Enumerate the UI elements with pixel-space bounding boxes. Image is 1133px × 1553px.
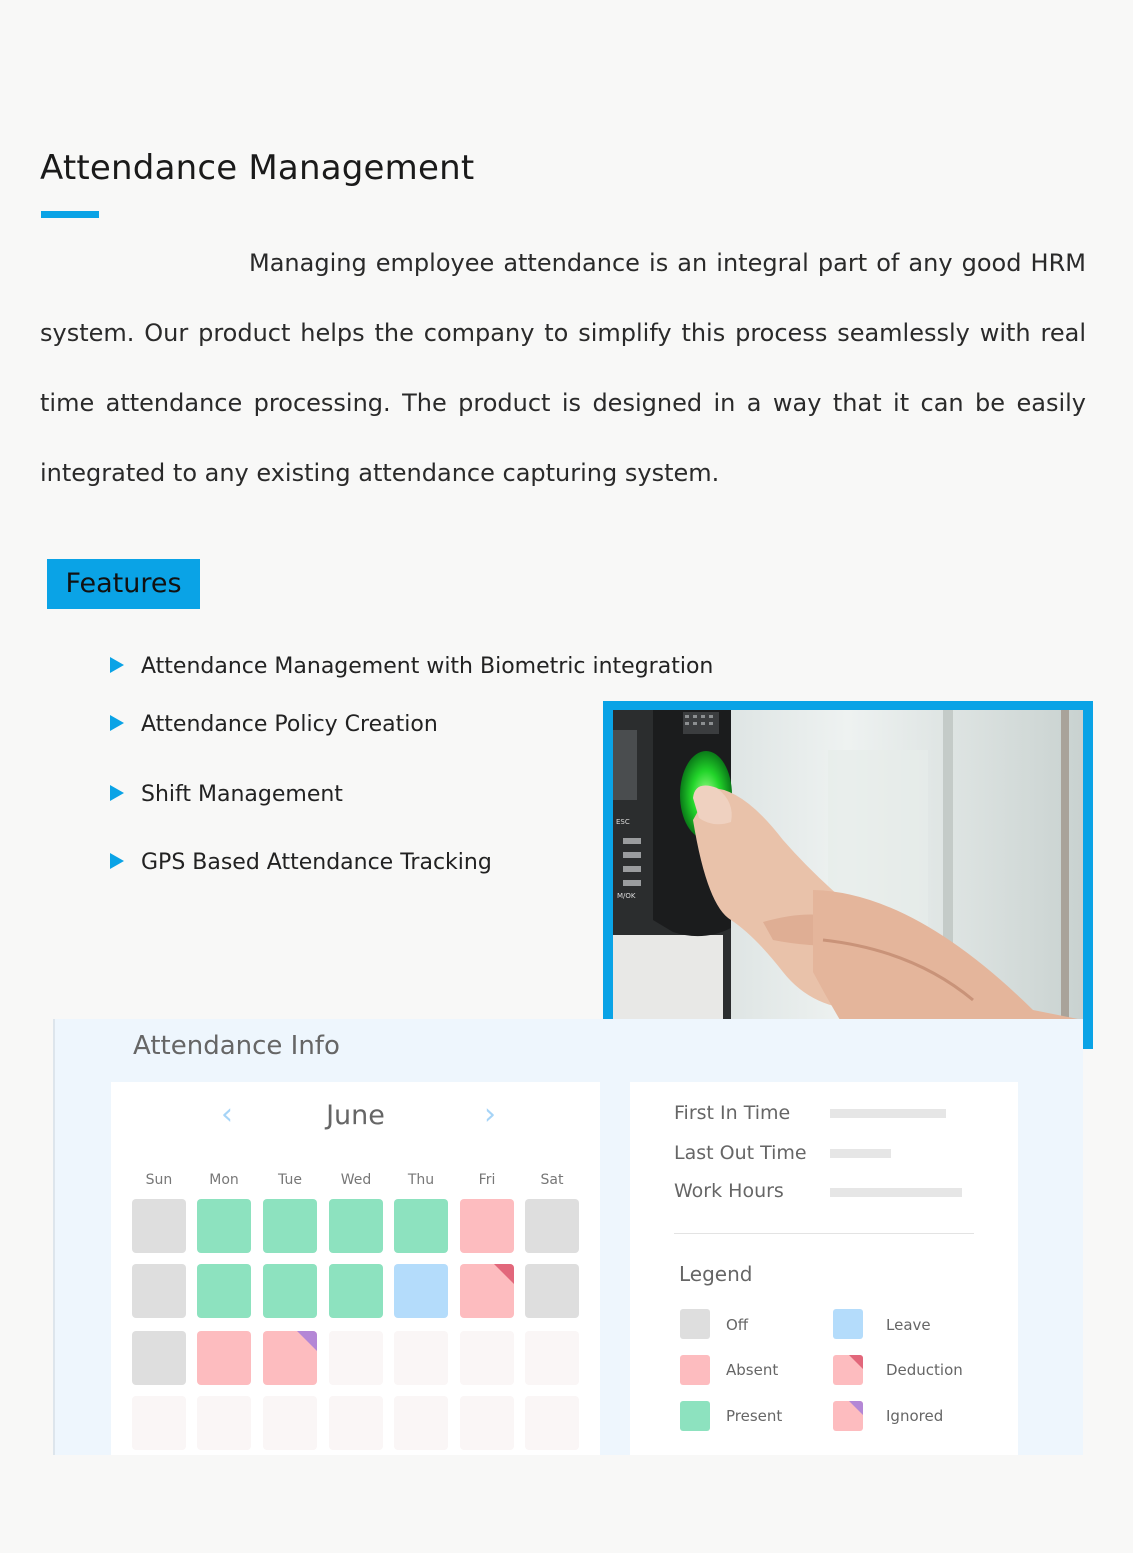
summary-divider bbox=[674, 1233, 974, 1234]
calendar-day-cell[interactable] bbox=[197, 1331, 251, 1385]
weekday-label-sun: Sun bbox=[145, 1172, 173, 1188]
last-out-value-placeholder bbox=[830, 1149, 891, 1158]
legend-swatch-present bbox=[680, 1401, 710, 1431]
legend-label-leave: Leave bbox=[886, 1316, 931, 1334]
calendar-day-cell[interactable] bbox=[460, 1264, 514, 1318]
bullet-triangle-icon bbox=[110, 853, 124, 869]
legend-label-ignored: Ignored bbox=[886, 1407, 944, 1425]
legend-label-absent: Absent bbox=[726, 1361, 779, 1379]
feature-item bbox=[110, 654, 713, 679]
feature-item bbox=[110, 712, 438, 737]
calendar-day-cell[interactable] bbox=[197, 1264, 251, 1318]
last-out-label: Last Out Time bbox=[674, 1142, 807, 1164]
legend-label-deduction: Deduction bbox=[886, 1361, 963, 1379]
attendance-info-title: Attendance Info bbox=[133, 1031, 340, 1061]
legend-swatch-leave bbox=[833, 1309, 863, 1339]
calendar-day-cell[interactable] bbox=[329, 1199, 383, 1253]
work-hours-value-placeholder bbox=[830, 1188, 962, 1197]
page-title: Attendance Management bbox=[40, 148, 475, 188]
biometric-scanner-photo bbox=[613, 710, 1083, 1038]
calendar-day-cell[interactable] bbox=[132, 1331, 186, 1385]
feature-item-label: Attendance Policy Creation bbox=[141, 712, 438, 737]
calendar-day-cell[interactable] bbox=[263, 1396, 317, 1450]
weekday-label-mon: Mon bbox=[209, 1172, 239, 1188]
weekday-label-sat: Sat bbox=[540, 1172, 564, 1188]
calendar-day-cell[interactable] bbox=[525, 1396, 579, 1450]
feature-item bbox=[110, 782, 343, 807]
calendar-day-cell[interactable] bbox=[394, 1199, 448, 1253]
weekday-label-thu: Thu bbox=[407, 1172, 435, 1188]
intro-paragraph: Managing employee attendance is an integral part of any good HRM system. Our product helps the company to simplify this process seamlessly with real time attendance processing. The product is designed in a way that it can be easily integrated to any existing attendance capturing system. bbox=[40, 249, 1086, 487]
chevron-right-icon[interactable]: › bbox=[484, 1097, 496, 1132]
calendar-day-cell[interactable] bbox=[263, 1331, 317, 1385]
attendance-summary-card bbox=[630, 1082, 1018, 1455]
feature-item-label: Shift Management bbox=[141, 782, 343, 807]
title-underline bbox=[41, 211, 99, 218]
deduction-corner-marker bbox=[494, 1264, 514, 1284]
calendar-day-cell[interactable] bbox=[460, 1331, 514, 1385]
calendar-day-cell[interactable] bbox=[132, 1396, 186, 1450]
legend-label-present: Present bbox=[726, 1407, 783, 1425]
calendar-day-cell[interactable] bbox=[394, 1264, 448, 1318]
attendance-info-panel bbox=[53, 1019, 1083, 1455]
device-key-label: ESC bbox=[616, 818, 630, 826]
legend-swatch-off bbox=[680, 1309, 710, 1339]
ignored-corner-marker bbox=[297, 1331, 317, 1351]
calendar-day-cell[interactable] bbox=[525, 1199, 579, 1253]
calendar-day-cell[interactable] bbox=[329, 1264, 383, 1318]
deduction-corner-marker bbox=[849, 1355, 863, 1369]
feature-item bbox=[110, 850, 492, 875]
calendar-day-cell[interactable] bbox=[525, 1331, 579, 1385]
feature-item-label: Attendance Management with Biometric integration bbox=[141, 654, 714, 679]
bullet-triangle-icon bbox=[110, 785, 124, 801]
biometric-illustration bbox=[613, 710, 1083, 1038]
calendar-day-cell[interactable] bbox=[525, 1264, 579, 1318]
calendar-day-cell[interactable] bbox=[394, 1396, 448, 1450]
calendar-day-cell[interactable] bbox=[460, 1396, 514, 1450]
first-in-label: First In Time bbox=[674, 1102, 791, 1124]
first-in-value-placeholder bbox=[830, 1109, 946, 1118]
calendar-day-cell[interactable] bbox=[263, 1199, 317, 1253]
bullet-triangle-icon bbox=[110, 657, 124, 673]
calendar-day-cell[interactable] bbox=[329, 1396, 383, 1450]
legend-label-off: Off bbox=[726, 1316, 749, 1334]
chevron-left-icon[interactable]: ‹ bbox=[221, 1097, 233, 1132]
legend-swatch-deduction bbox=[833, 1355, 863, 1385]
feature-item-label: GPS Based Attendance Tracking bbox=[141, 850, 492, 875]
calendar-month: June bbox=[326, 1100, 385, 1131]
weekday-label-tue: Tue bbox=[278, 1172, 302, 1188]
calendar-day-cell[interactable] bbox=[197, 1396, 251, 1450]
weekday-label-wed: Wed bbox=[340, 1172, 372, 1188]
calendar-card bbox=[111, 1082, 600, 1455]
device-key-label: M/OK bbox=[617, 892, 636, 900]
work-hours-label: Work Hours bbox=[674, 1180, 784, 1202]
weekday-label-fri: Fri bbox=[478, 1172, 496, 1188]
calendar-day-cell[interactable] bbox=[197, 1199, 251, 1253]
calendar-day-cell[interactable] bbox=[394, 1331, 448, 1385]
calendar-day-cell[interactable] bbox=[263, 1264, 317, 1318]
features-heading: Features bbox=[47, 559, 200, 609]
calendar-day-cell[interactable] bbox=[460, 1199, 514, 1253]
legend-swatch-absent bbox=[680, 1355, 710, 1385]
ignored-corner-marker bbox=[849, 1401, 863, 1415]
bullet-triangle-icon bbox=[110, 715, 124, 731]
legend-title: Legend bbox=[679, 1262, 753, 1286]
calendar-day-cell[interactable] bbox=[132, 1199, 186, 1253]
calendar-day-cell[interactable] bbox=[329, 1331, 383, 1385]
calendar-day-cell[interactable] bbox=[132, 1264, 186, 1318]
legend-swatch-ignored bbox=[833, 1401, 863, 1431]
